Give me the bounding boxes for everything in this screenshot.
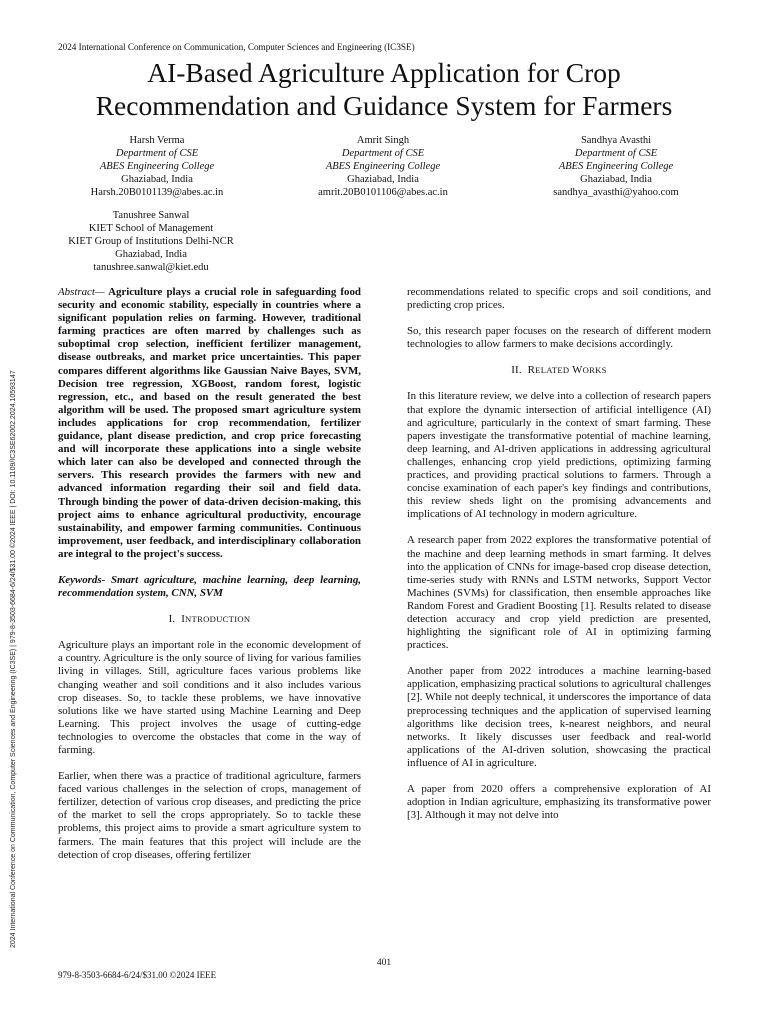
intro-paragraph-2: Earlier, when there was a practice of traditional agriculture, farmers faced various challenges in the selection of crops, management of fertilizer, detection of various crop diseases, and predicting the price of the market to sell the crops appropriately. So to tackle these problems, this project aims to provide a smart agriculture system to farmers. The main features that this project will include are the detection of crop diseases, offering fertilizer [58, 770, 361, 861]
keywords: Keywords- Smart agriculture, machine learning, deep learning, recommendation system, CNN, SVM [58, 573, 361, 600]
title-line-1: AI-Based Agriculture Application for Crop [147, 57, 621, 88]
page-number: 401 [376, 958, 392, 968]
author-dept: Department of CSE [574, 148, 658, 159]
author-2 [308, 134, 458, 199]
related-paragraph-1: In this literature review, we delve into a collection of research papers that explore the dynamic intersection of artificial intelligence (AI) and agriculture, particularly in the context of smart farming. These papers investigate the transformative potential of machine learning, deep learning, and AI-driven applications in addressing agricultural challenges, enhancing crop yield predictions, optimizing farming practices, and providing practical solutions to farmers. Through a concise examination of each paper's key findings and contributions, this review sheds light on the promising advancements and implications of AI technology in modern agriculture. [407, 390, 711, 521]
section-heading-related-works: II. RELATED WORKS [511, 364, 607, 377]
author-4 [56, 209, 246, 274]
section-heading-introduction: I. INTRODUCTION [168, 613, 251, 626]
right-column [407, 286, 711, 835]
author-3 [541, 134, 691, 199]
author-name: Tanushree Sanwal [112, 210, 190, 221]
author-1 [82, 134, 232, 199]
footer-copyright: 979-8-3503-6684-6/24/$31.00 ©2024 IEEE [58, 970, 217, 980]
abstract [58, 286, 361, 561]
author-location: Ghaziabad, India [121, 174, 193, 185]
intro-paragraph-3: recommendations related to specific crops and soil conditions, and predicting crop prices. [407, 286, 711, 312]
intro-paragraph-1: Agriculture plays an important role in the economic development of a country. Agriculture is the only source of living for various families living in villages. Still, agriculture faces various problems like changing weather and soil conditions and it also includes various crop diseases. So, to tackle these problems, we have innovative solutions like we have started using Machine Learning and Deep Learning. This project involves the usage of cutting-edge technologies to overcome the obstacles that come in the way of farming. [58, 639, 361, 756]
abstract-label: Abstract— [58, 286, 105, 298]
related-paragraph-3: Another paper from 2022 introduces a machine learning-based application, emphasizing practical solutions to agricultural challenges [2]. While not deeply technical, it underscores the importance of data preprocessing techniques and the application of supervised learning algorithms like decision trees, k-nearest neighbors, and neural networks. It likely discusses user feedback and real-world applications of the AI-driven solution, showcasing the practical influence of AI in agriculture. [407, 665, 711, 769]
author-name: Harsh Verma [129, 135, 185, 146]
author-email: Harsh.20B0101139@abes.ac.in [90, 187, 224, 198]
author-name: Amrit Singh [356, 135, 410, 146]
author-name: Sandhya Avasthi [580, 135, 652, 146]
abstract-text: Agriculture plays a crucial role in safeguarding food security and economic stability, especially in countries where a significant population relies on farming. However, traditional farming practices are often marred by challenges such as suboptimal crop selection, inefficient fertilizer management, disease outbreaks, and market price uncertainties. This paper compares different algorithms like Gaussian Naive Bayes, SVM, Decision tree regression, XGBoost, random forest, logistic regression, etc., and based on the result generated the best algorithm will be used. The proposed smart agriculture system includes applications for crop recommendation, fertilizer guidance, plant disease prediction, and crop price forecasting and will incorporate these applications into a single website which later can also be developed and connected through the servers. This research provides the farmers with new and advanced information regarding their soil and field data. Through binding the power of data-driven decision-making, this project aims to enhance agricultural productivity, encourage sustainability, and empower farming communities. Continuous improvement, user feedback, and interdisciplinary collaboration are integral to the project's success. [58, 286, 361, 560]
intro-paragraph-4: So, this research paper focuses on the research of different modern technologies to allow farmers to make decisions accordingly. [407, 325, 711, 351]
author-location: Ghaziabad, India [580, 174, 652, 185]
paper-title [0, 56, 768, 122]
side-identifier-strip: 2024 International Conference on Communication, Computer Sciences and Engineering (IC3SE) | 979-8-3503-6684-6/24/$31.00 ©2024 IEEE | DOI: 10.1109/IC3SE62002.2024.10593147 [10, 370, 17, 948]
conference-header: 2024 International Conference on Communication, Computer Sciences and Engineering (IC3SE) [58, 42, 415, 52]
author-college: KIET Group of Institutions Delhi-NCR [68, 236, 234, 247]
author-dept: KIET School of Management [88, 223, 214, 234]
author-location: Ghaziabad, India [347, 174, 419, 185]
author-college: ABES Engineering College [99, 161, 215, 172]
author-email: sandhya_avasthi@yahoo.com [553, 187, 679, 198]
author-email: tanushree.sanwal@kiet.edu [93, 262, 209, 273]
left-column [58, 286, 361, 875]
author-college: ABES Engineering College [558, 161, 674, 172]
related-paragraph-2: A research paper from 2022 explores the transformative potential of the machine and deep learning methods in smart farming. It delves into the application of CNNs for image-based crop disease detection, time-series study with RNNs and LSTM networks, Support Vector Machines (SVMs) for classification, then ensemble approaches like Random Forest and Gradient Boosting [1]. Results related to disease detection accuracy and crop yield prediction are presented, highlighting the significant role of AI in optimizing farming practices. [407, 534, 711, 652]
author-dept: Department of CSE [341, 148, 425, 159]
author-college: ABES Engineering College [325, 161, 441, 172]
author-dept: Department of CSE [115, 148, 199, 159]
author-email: amrit.20B0101106@abes.ac.in [318, 187, 448, 198]
title-line-2: Recommendation and Guidance System for Farmers [95, 90, 673, 121]
related-paragraph-4: A paper from 2020 offers a comprehensive exploration of AI adoption in Indian agriculture, emphasizing its transformative power [3]. Although it may not delve into [407, 783, 711, 822]
author-location: Ghaziabad, India [115, 249, 187, 260]
